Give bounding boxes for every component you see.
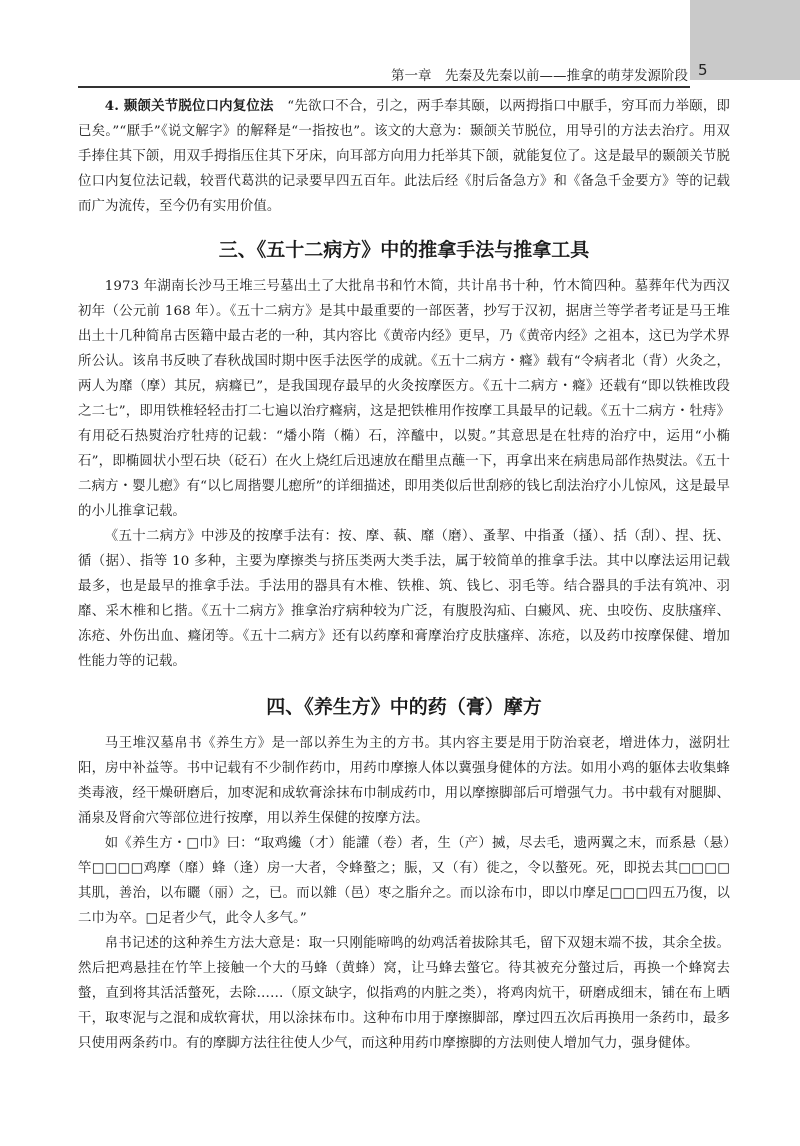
subheading-tmj-reduction: 4. 颞颌关节脱位口内复位法: [104, 98, 274, 114]
section4-paragraph-1: 马王堆汉墓帛书《养生方》是一部以养生为主的方书。其内容主要是用于防治衰老，增进体力，滋阴壮阳，房中补益等。书中记载有不少制作药巾，用药巾摩擦人体以冀强身健体的方法。如用小鸡的躯体去收集蜂类毒液，经干燥研磨后，加枣泥和成软膏涂抹布巾制成药巾，用以摩擦脚部后可增强气力。书中载有对腿脚、涌泉及肾俞穴等部位进行按摩，用以养生保健的按摩方法。: [78, 736, 730, 826]
header-rule: [78, 86, 690, 88]
intro-paragraph: [78, 94, 730, 219]
page-body: [78, 94, 730, 1056]
chapter-header: 第一章 先秦及先秦以前——推拿的萌芽发源阶段: [391, 68, 688, 84]
section4-paragraph-3: 帛书记述的这种养生方法大意是：取一只刚能啼鸣的幼鸡活着拔除其毛，留下双翅末端不拔，其余全拔。然后把鸡悬挂在竹竿上接触一个大的马蜂（黄蜂）窝，让马蜂去螫它。待其被充分螫过后，再换一个蜂窝去螫，直到将其活活螫死，去除……（原文缺字，似指鸡的内脏之类），将鸡肉炕干，研磨成细末，铺在布上晒干，取枣泥与之混和成软膏状，用以涂抹布巾。这种布巾用于摩擦脚部，摩过四五次后再换用一条药巾，最多只使用两条药巾。有的摩脚方法往往使人少气，而这种用药巾摩擦脚的方法则使人增加气力，强身健体。: [78, 936, 730, 1051]
section-title-52-formulas: 三、《五十二病方》中的推拿手法与推拿工具: [218, 239, 590, 261]
intro-text: “先欲口不合，引之，两手奉其颐，以两拇指口中厭手，穷耳而力举颐，即已矣。”“厭手”《说文解字》的解释是“一指按也”。该文的大意为：颞颌关节脱位，用导引的方法去治疗。用双手捧住其下颌，用双手拇指压住其下牙床，向耳部方向用力托举其下颌，就能复位了。这是最早的颞颌关节脱位口内复位法记载，较晋代葛洪的记录要早四五百年。此法后经《肘后备急方》和《备急千金要方》等的记载而广为流传，至今仍有实用价值。: [78, 99, 730, 214]
section3-paragraph-2: 《五十二病方》中涉及的按摩手法有：按、摩、蓻、靡（磨）、蚤挈、中指蚤（搔）、括（刮）、捏、抚、循（据）、指等 10 多种，主要为摩擦类与挤压类两大类手法，属于较简单的推拿手法。其中以摩法运用记载最多，也是最早的推拿手法。手法用的器具有木椎、铁椎、筑、钱匕、羽毛等。结合器具的手法有筑冲、羽靡、采木椎和匕揩。《五十二病方》推拿治疗病种较为广泛，有腹股沟疝、白癜风、疣、虫咬伤、皮肤瘙痒、冻疮、外伤出血、癃闭等。《五十二病方》还有以药摩和膏摩治疗皮肤瘙痒、冻疮，以及药巾按摩保健、增加性能力等的记载。: [78, 529, 730, 669]
section-title-yangsheng: 四、《养生方》中的药（膏）摩方: [266, 696, 542, 718]
section4-paragraph-2: 如《养生方・□巾》曰：“取鸡纔（才）能讙（卷）者，生（产）搣，尽去毛，遗两翼之末，而系悬（悬）竿□□□□鸡摩（靡）蜂（逢）房一大者，令蜂螯之；脤，又（有）徙之，令以螯死。死，即捝去其□□□□其肌，善治，以布矖（丽）之，已。而以雜（邑）枣之脂弁之。而以涂布巾，即以巾摩足□□□四五乃復，以二巾为卒。□足者少气，此令人多气。”: [78, 836, 730, 926]
section3-paragraph-1: 1973 年湖南长沙马王堆三号墓出土了大批帛书和竹木简，共计帛书十种，竹木简四种。墓葬年代为西汉初年（公元前 168 年）。《五十二病方》是其中最重要的一部医著，抄写于汉初，据唐兰等学者考证是马王堆出土十几种简帛古医籍中最古老的一种，其内容比《黄帝内经》更早，乃《黄帝内经》之祖本，这已为学术界所公认。该帛书反映了春秋战国时期中医手法医学的成就。《五十二病方・癃》载有“令病者北（背）火灸之，两人为靡（摩）其尻，病癃已”，是我国现存最早的火灸按摩医方。《五十二病方・癃》还载有“即以铁椎攺段之二七”，即用铁椎轻轻击打二七遍以治疗癃病，这是把铁椎用作按摩工具最早的记载。《五十二病方・牡痔》有用砭石热熨治疗牡痔的记载：“燔小隋（椭）石，淬醯中，以熨。”其意思是在牡痔的治疗中，运用“小椭石”，即椭圆状小型石块（砭石）在火上烧红后迅速放在醋里点蘸一下，再拿出来在病患局部作热熨法。《五十二病方・婴儿瘛》有“以匕周揩婴儿瘛所”的详细描述，即用类似后世刮痧的钱匕刮法治疗小儿惊风，这是最早的小儿推拿记载。: [78, 279, 730, 519]
page-number: 5: [698, 61, 708, 79]
